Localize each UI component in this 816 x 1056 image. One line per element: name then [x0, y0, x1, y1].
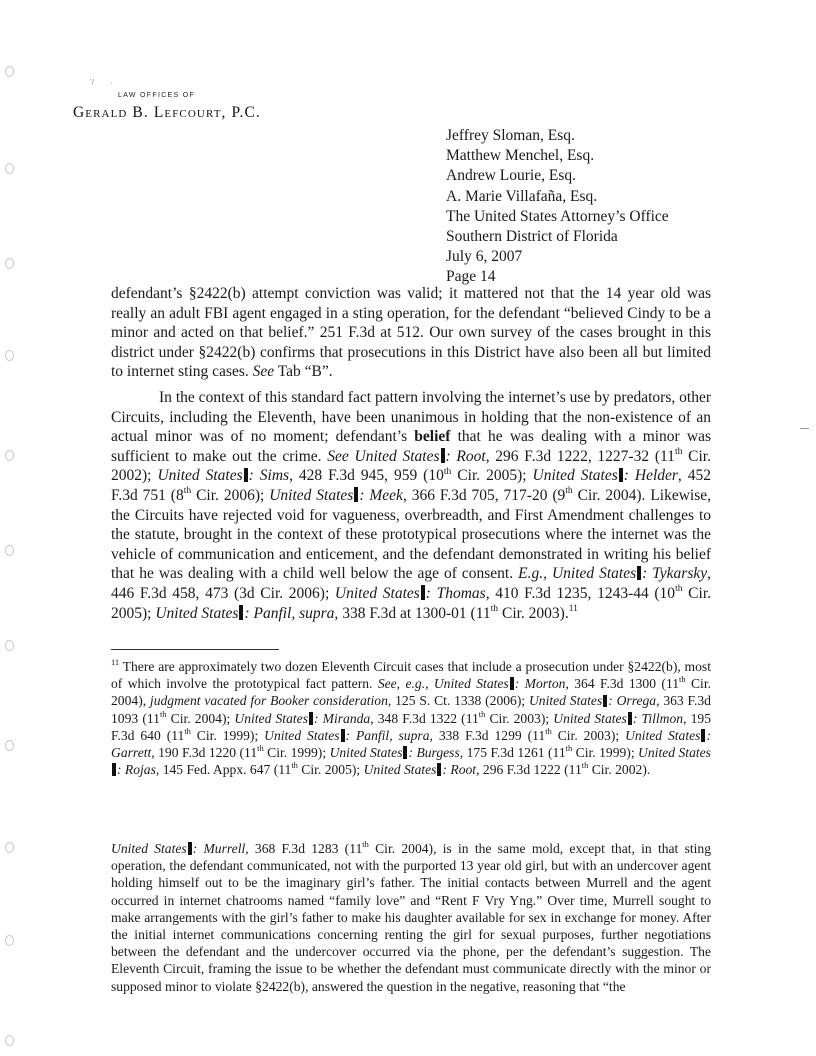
addressee-line: Matthew Menchel, Esq. — [446, 147, 595, 165]
redaction-mark — [510, 677, 514, 690]
body-paragraph-2: In the context of this standard fact pattern involving the internet’s use by predators, other Circuits, including the Eleventh, have been unanimous in holding that the non-existence of an actual minor was of no moment; defendant’s belief that he was dealing with a minor was sufficient to make out the crime. See United States : Root, 296 F.3d 1222, 1227-32 (11th Cir. 2002); United States : Sims, 428 F.3d 945, 959 (10th Cir. 2005); United States : Helder, 452 F.3d 751 (8th Cir. 2006); United States : Meek, 366 F.3d 705, 717-20 (9th Cir. 2004). Likewise, the Circuits have rejected void for vagueness, overbreadth, and First Amendment challenges to the statute, brought in the context of these prototypical prosecutions where the internet was the vehicle of communication and enticement, and the defendant demonstrated in writing his belief that he was dealing with a child well below the age of consent. E.g., United States : Tykarsky, 446 F.3d 458, 473 (3d Cir. 2006); United States : Thomas, 410 F.3d 1235, 1243-44 (10th Cir. 2005); United States : Panfil, supra, 338 F.3d at 1300-01 (11th Cir. 2003).$^{11}$ — [111, 389, 712, 622]
footnote-reference: 11 — [568, 602, 578, 614]
redaction-mark — [188, 842, 192, 855]
body-paragraph-1: defendant’s §2422(b) attempt conviction was valid; it mattered not that the 14 year old was really an adult FBI agent engaged in a sting operation, for the defendant “believed Cindy to be a minor and acted on that belief.” 251 F.3d at 512. Our own survey of the cases brought in this district under §2422(b) confirms that prosecutions in this District have also been all but limited to internet sting cases. See Tab “B”. — [111, 285, 711, 381]
footnote-11-continued: United States : Murrell, 368 F.3d 1283 (11th Cir. 2004), is in the same mold, except that, in that sting operation, the defendant communicated, not with the purported 13 year old girl, but with an undercover agent holding himself out to be the imaginary girl’s father. The initial contacts between Murrell and the agent occurred in internet chatrooms named “family love” and “Rent F Vry Yng.” Over time, Murrell sought to make arrangements with the girl’s father to make his daughter available for sex in exchange for money. After the initial internet communications concerning renting the girl for sexual purposes, further negotiations between the defendant and the undercover occurred via the phone, per the defendant’s suggestion. The Eleventh Circuit, framing the issue to be whether the defendant must communicate directly with the minor or supposed minor to violate §2422(b), answered the question in the negative, reasoning that “the — [111, 839, 712, 994]
redaction-mark — [437, 763, 441, 776]
stray-mark: ʼ/ — [90, 78, 94, 87]
address-block — [446, 126, 669, 288]
redaction-mark — [603, 695, 607, 708]
addressee-line: Jeffrey Sloman, Esq. — [446, 127, 575, 144]
punch-hole — [5, 66, 14, 77]
letterhead-firm-name: Gerald B. Lefcourt, P.C. — [73, 104, 261, 121]
punch-hole — [5, 450, 14, 461]
addressee-line: The United States Attorney’s Office — [446, 207, 669, 225]
redaction-mark — [637, 566, 641, 581]
redaction-mark — [112, 763, 116, 776]
letterhead-subtitle: LAW OFFICES OF — [118, 92, 196, 99]
addressee-line: Southern District of Florida — [446, 228, 618, 246]
redaction-mark — [701, 729, 705, 742]
addressee-line: Andrew Lourie, Esq. — [446, 167, 576, 185]
punch-hole — [5, 545, 14, 556]
page-number: Page 14 — [446, 268, 496, 286]
redaction-mark — [421, 585, 425, 600]
redaction-mark — [628, 712, 632, 725]
redaction-mark — [403, 746, 407, 759]
letter-date: July 6, 2007 — [446, 248, 523, 266]
addressee-line: A. Marie Villafaña, Esq. — [446, 187, 598, 205]
stray-mark: · — [110, 79, 113, 88]
punch-hole — [5, 350, 14, 361]
punch-hole — [5, 1035, 14, 1046]
punch-hole — [5, 640, 14, 651]
footnote-divider — [111, 649, 279, 650]
punch-hole — [5, 258, 14, 269]
redaction-mark — [619, 468, 623, 483]
margin-mark — [800, 428, 809, 429]
redaction-mark — [354, 487, 358, 502]
punch-hole — [5, 163, 14, 174]
redaction-mark — [441, 448, 445, 463]
punch-hole — [5, 740, 14, 751]
redaction-mark — [341, 729, 345, 742]
punch-hole — [5, 935, 14, 946]
redaction-mark — [309, 712, 313, 725]
redaction-mark — [239, 605, 243, 620]
redaction-mark — [244, 468, 248, 483]
footnote-11: $^{11}$ There are approximately two dozen Eleventh Circuit cases that include a prosecution under §2422(b), most of which involve the prototypical fact pattern. See, e.g., United States : Morton, 364 F.3d 1300 (11th Cir. 2004), judgment vacated for Booker consideration, 125 S. Ct. 1338 (2006); United States : Orrega, 363 F.3d 1093 (11th Cir. 2004); United States : Miranda, 348 F.3d 1322 (11th Cir. 2003); United States : Tillmon, 195 F.3d 640 (11th Cir. 1999); United States : Panfil, supra, 338 F.3d 1299 (11th Cir. 2003); United States : Garrett, 190 F.3d 1220 (11th Cir. 1999); United States : Burgess, 175 F.3d 1261 (11th Cir. 1999); United States: Rojas, 145 Fed. Appx. 647 (11th Cir. 2005); United States : Root, 296 F.3d 1222 (11th Cir. 2002). — [111, 657, 711, 778]
punch-hole — [5, 842, 14, 853]
